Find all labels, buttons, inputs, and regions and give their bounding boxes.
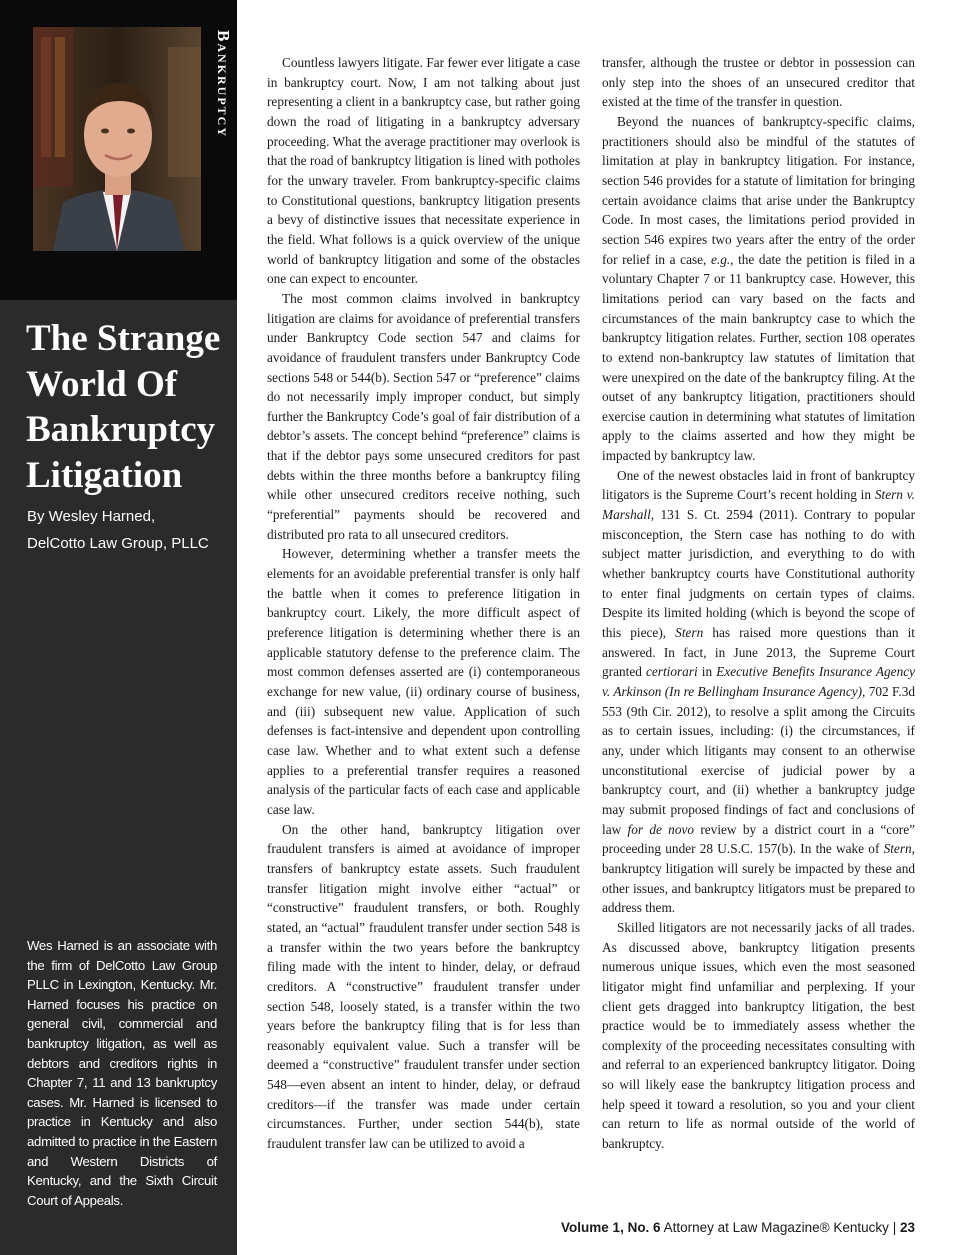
text-run: , 702 F.3d 553 (9th Cir. 2012), to resolve a split among the Circuits as to certain issues, including: (i) the circumstances, if any, under which litigants may consent to an otherwise unconstitutional exercise of judicial power by a bankruptcy court, and (ii) whether a bankruptcy judge may submit proposed findings of fact and conclusions of law (602, 684, 915, 837)
paragraph (602, 112, 915, 466)
footer-volume: Volume 1, No. 6 (561, 1220, 661, 1235)
paragraph: On the other hand, bankruptcy litigation over fraudulent transfers is aimed at avoidance of improper transfers of bankruptcy estate assets. Such fraudulent transfer litigation might involve either “actual” or “constructive” fraudulent transfers, or both. Roughly stated, an “actual” fraudulent transfer under section 548 is a transfer within the two years before the bankruptcy filing made with the intent to hinder, delay, or defraud creditors. A “constructive” fraudulent transfer under section 548, loosely stated, is a transfer within the two years before the bankruptcy filing that is for less than reasonably equivalent value. Such a transfer will be deemed a “constructive” fraudulent transfer under section 548—even absent an intent to hinder, delay, or defraud creditors—if the transfer was made under certain circumstances. Further, under section 544(b), state fraudulent transfer law can be utilized to avoid a (267, 821, 580, 1152)
text-run: has raised more questions than it answered. In fact, in June 2013, the Supreme Court granted (602, 625, 915, 680)
byline-author: By Wesley Harned, (27, 508, 156, 525)
article-column-1 (267, 53, 580, 1154)
byline (27, 503, 232, 557)
text-run: , bankruptcy litigation will surely be impacted by these and other issues, and bankruptcy litigators must be prepared to address them. (602, 841, 915, 916)
article-title: The Strange World Of Bankruptcy Litigation (26, 318, 221, 496)
page-footer (561, 1220, 915, 1235)
footer-separator: | (892, 1220, 897, 1235)
case-citation: Stern (675, 625, 704, 641)
paragraph: The most common claims involved in bankruptcy litigation are claims for avoidance of preferential transfers under Bankruptcy Code section 547 and claims for avoidance of fraudulent transfers under Bankruptcy Code sections 548 or 544(b). Section 547 or “preference” claims do not necessarily imply improper conduct, but simply further the Bankruptcy Code’s goal of fair distribution of a debtor’s assets. The concept behind “preference” claims is that if the debtor pays some unsecured creditors for past debts within the three months before a bankruptcy filing while other unsecured creditors receive nothing, such “preferential” payments should be recovered and distributed pro rata to all unsecured creditors. (267, 290, 580, 542)
text-run: the date the petition is filed in a voluntary Chapter 7 or 11 bankruptcy case. However, this limitations period can vary based on the facts and circumstances of the main bankruptcy case to which the bankruptcy litigation relates. Further, section 108 operates to extend non-bankruptcy law statutes of limitation that were unexpired on the date of the bankruptcy filing. At the outset of any bankruptcy litigation, practitioners should exercise caution in determining what statutes of limitation apply to the claims asserted and how they might be impacted by bankruptcy law. (602, 251, 915, 464)
author-bio: Wes Harned is an associate with the firm of DelCotto Law Group PLLC in Lexington, Kentucky. Mr. Harned focuses his practice on general civil, commercial and bankruptcy litigation, as well as debtors and creditors rights in Chapter 7, 11 and 13 bankruptcy cases. Mr. Harned is licensed to practice in Kentucky and also admitted to practice in the Eastern and Western Districts of Kentucky, and the Sixth Circuit Court of Appeals. (27, 938, 217, 1208)
section-label: Bankruptcy (214, 30, 233, 139)
paragraph: transfer, although the trustee or debtor in possession can only step into the shoes of an unsecured creditor that existed at the time of the transfer in question. (602, 55, 915, 110)
text-run-italic: certiorari (645, 664, 698, 680)
footer-publication: Attorney at Law Magazine® Kentucky (663, 1220, 889, 1235)
case-citation: Stern v. Marshall (602, 487, 915, 523)
text-run: review by a district court in a “core” proceeding under 28 U.S.C. 157(b). In the wake of (602, 821, 915, 857)
text-run: in (701, 664, 713, 680)
text-run: , 131 S. Ct. 2594 (2011). Contrary to popular misconception, the Stern case has nothing to do with subject matter jurisdiction, and everything to do with whether bankruptcy courts have Constitutional authority to enter final judgments on certain types of claims. Despite its limited holding (which is beyond the scope of this piece), (602, 507, 915, 641)
paragraph: Countless lawyers litigate. Far fewer ever litigate a case in bankruptcy court. Now, I am not talking about just representing a client in a bankruptcy case, but rather going down the road of litigating in a bankruptcy adversary proceeding. What the average practitioner may overlook is that the road of bankruptcy litigation is lined with potholes for the unwary traveler. From bankruptcy-specific claims to Constitutional questions, bankruptcy litigation presents a bevy of distinctive issues that necessitate experience in the field. What follows is a quick overview of the unique world of bankruptcy litigation and some of the obstacles one can expect to encounter. (267, 55, 580, 287)
author-portrait-image (33, 27, 201, 251)
page-number: 23 (899, 1220, 915, 1235)
text-run-italic: for de novo (627, 821, 695, 837)
case-citation: Stern (883, 841, 912, 857)
text-run: Beyond the nuances of bankruptcy-specific claims, practitioners should also be mindful of the statutes of limitation at play in bankruptcy litigation. For instance, section 546 provides for a statute of limitation for bringing certain avoidance claims that arise under the Bankruptcy Code. In most cases, the limitations period provided in section 546 expires two years after the entry of the order for relief in a case, (602, 113, 915, 267)
sidebar-photo-band (0, 0, 237, 300)
byline-firm: DelCotto Law Group, PLLC (27, 535, 209, 552)
paragraph: However, determining whether a transfer meets the elements for an avoidable preferential transfer is only half the battle when it comes to preference litigation in bankruptcy court. Likely, the more difficult aspect of preference litigation is determining whether there is an applicable statutory defense to the preference claim. The most common defenses asserted are (i) contemporaneous exchange for new value, (ii) ordinary course of business, and (iii) subsequent new value. Application of such defenses is fact-intensive and dependent upon controlling case law. Whether and to what extent such a defense applies to a preferential transfer requires a reasoned analysis of the particular facts of each case and applicable case law. (267, 546, 580, 817)
text-run: One of the newest obstacles laid in front of bankruptcy litigators is the Supreme Court’s recent holding in (602, 467, 915, 503)
case-citation: Executive Benefits Insurance Agency v. Arkinson (In re Bellingham Insurance Agency) (602, 664, 916, 699)
article-column-2 (602, 53, 915, 1154)
sidebar (0, 0, 237, 1255)
text-run-italic: e.g., (710, 251, 734, 267)
paragraph (602, 466, 915, 918)
author-photo (33, 27, 201, 251)
paragraph: Skilled litigators are not necessarily jacks of all trades. As discussed above, bankruptcy litigation presents numerous unique issues, which even the most seasoned litigator might find unfamiliar and perplexing. If your client gets dragged into bankruptcy litigation, the best practice would be to immediately assess whether the complexity of the proceeding necessitates consulting with and referral to an experienced bankruptcy litigator. Doing so will likely ease the bankruptcy litigation process and help speed it toward a resolution, so you and your client can return to life as normal outside of the world of bankruptcy. (602, 919, 915, 1152)
